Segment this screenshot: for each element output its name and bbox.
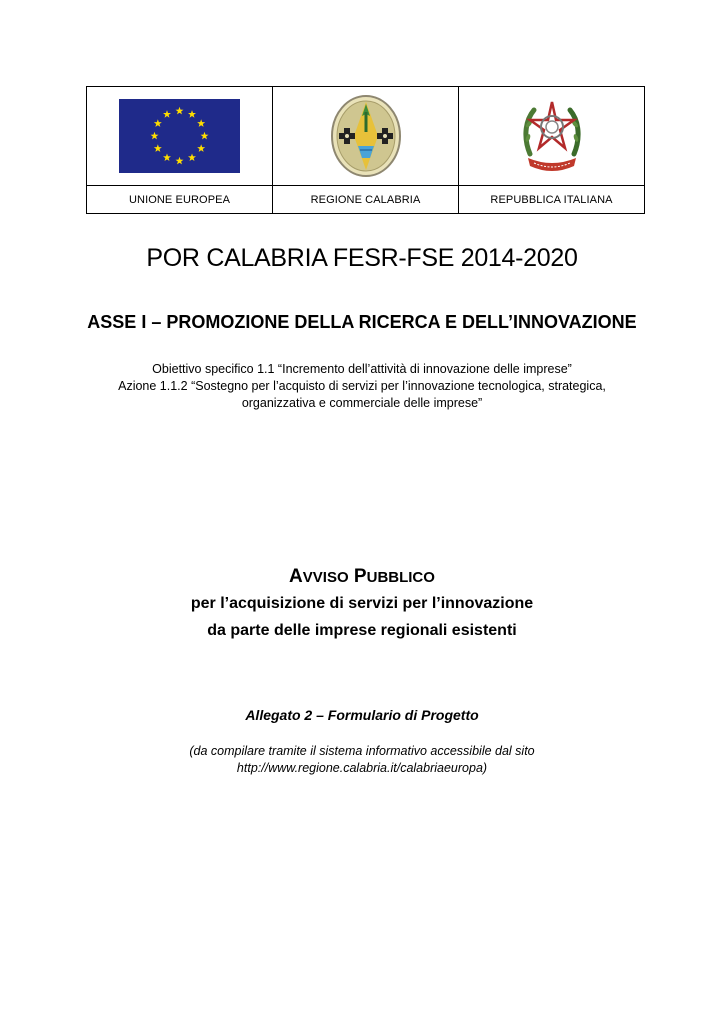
objective-line: Obiettivo specifico 1.1 “Incremento dell’attività di innovazione delle imprese” [152, 362, 572, 376]
allegato-heading: Allegato 2 – Formulario di Progetto [245, 707, 479, 723]
compilation-url: http://www.regione.calabria.it/calabriaeuropa) [236, 761, 488, 775]
calabria-coat-of-arms-icon [330, 94, 402, 178]
compilation-note [0, 743, 724, 777]
italian-republic-emblem-icon [520, 94, 584, 178]
asse-heading: ASSE I – PROMOZIONE DELLA RICERCA E DELL’INNOVAZIONE [87, 312, 637, 332]
logo-table [86, 86, 645, 214]
action-line-continued: organizzativa e commerciale delle imprese” [241, 396, 483, 410]
italia-label: REPUBBLICA ITALIANA [459, 186, 645, 214]
pubblico-rest: UBBLICO [366, 569, 435, 586]
compilation-note-line: (da compilare tramite il sistema informativo accessibile dal sito [189, 744, 535, 758]
pubblico-initial: P [353, 566, 367, 587]
subtitle-line-1: per l’acquisizione di servizi per l’innovazione [190, 595, 534, 612]
objective-block [0, 361, 724, 412]
avviso-pubblico-heading [0, 566, 724, 588]
eu-logo-cell [87, 87, 273, 186]
eu-flag-icon [119, 99, 240, 173]
document-title: POR CALABRIA FESR-FSE 2014-2020 [146, 244, 578, 272]
italia-logo-cell [459, 87, 645, 186]
avviso-initial: A [289, 566, 303, 587]
eu-label: UNIONE EUROPEA [87, 186, 273, 214]
subtitle-line-2: da parte delle imprese regionali esistenti [207, 622, 517, 639]
action-line: Azione 1.1.2 “Sostegno per l’acquisto di servizi per l’innovazione tecnologica, strategica, [118, 379, 606, 393]
calabria-label: REGIONE CALABRIA [273, 186, 459, 214]
calabria-logo-cell [273, 87, 459, 186]
avviso-rest: VVISO [302, 569, 349, 586]
